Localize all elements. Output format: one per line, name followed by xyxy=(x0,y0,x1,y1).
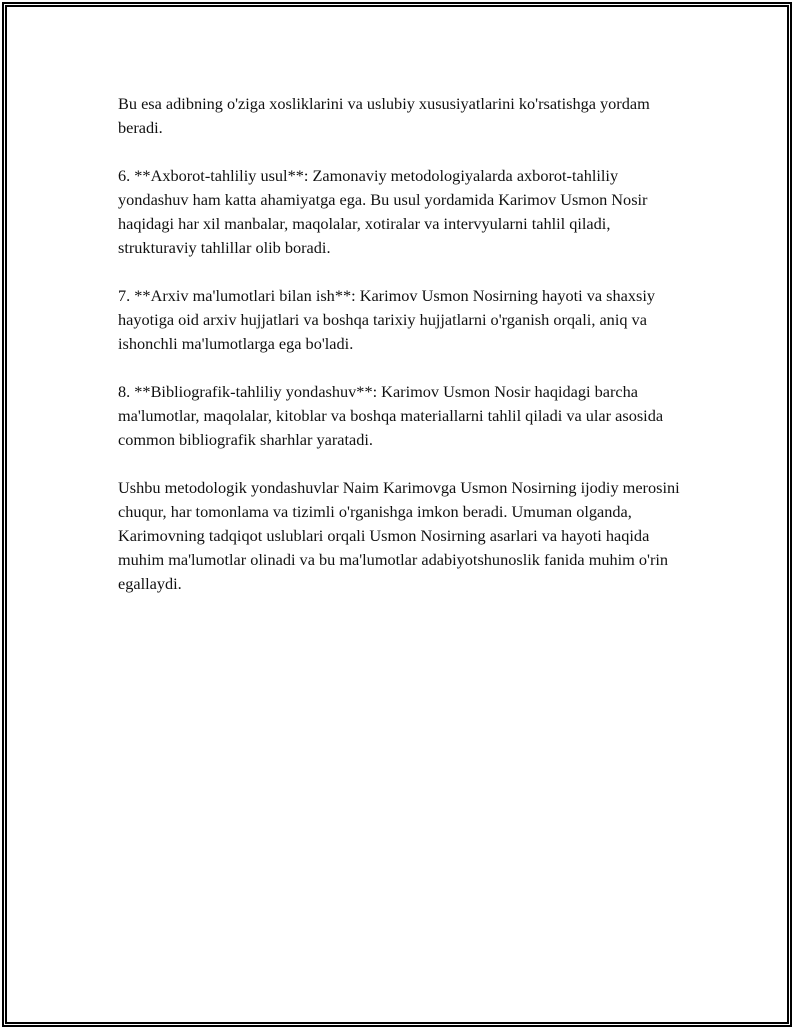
document-body xyxy=(118,92,688,620)
paragraph-intro: Bu esa adibning o'ziga xosliklarini va uslubiy xususiyatlarini ko'rsatishga yordam beradi. xyxy=(118,94,650,137)
paragraph-arxiv-malumotlari: 7. **Arxiv ma'lumotlari bilan ish**: Karimov Usmon Nosirning hayoti va shaxsiy hayotiga oid arxiv hujjatlari va boshqa tarixiy hujjatlarni o'rganish orqali, aniq va ishonchli ma'lumotlarga ega bo'ladi. xyxy=(118,286,655,353)
paragraph-conclusion: Ushbu metodologik yondashuvlar Naim Karimovga Usmon Nosirning ijodiy merosini chuqur, har tomonlama va tizimli o'rganishga imkon beradi. Umuman olganda, Karimovning tadqiqot uslublari orqali Usmon Nosirning asarlari va hayoti haqida muhim ma'lumotlar olinadi va bu ma'lumotlar adabiyotshunoslik fanida muhim o'rin egallaydi. xyxy=(118,478,680,593)
paragraph-bibliografik-yondashuv: 8. **Bibliografik-tahliliy yondashuv**: Karimov Usmon Nosir haqidagi barcha ma'lumotlar, maqolalar, kitoblar va boshqa materiallarni tahlil qiladi va ular asosida common bibliografik sharhlar yaratadi. xyxy=(118,382,664,449)
paragraph-axborot-tahliliy-usul: 6. **Axborot-tahliliy usul**: Zamonaviy metodologiyalarda axborot-tahliliy yondashuv ham katta ahamiyatga ega. Bu usul yordamida Karimov Usmon Nosir haqidagi har xil manbalar, maqolalar, xotiralar va intervyularni tahlil qiladi, strukturaviy tahlillar olib boradi. xyxy=(118,166,648,257)
